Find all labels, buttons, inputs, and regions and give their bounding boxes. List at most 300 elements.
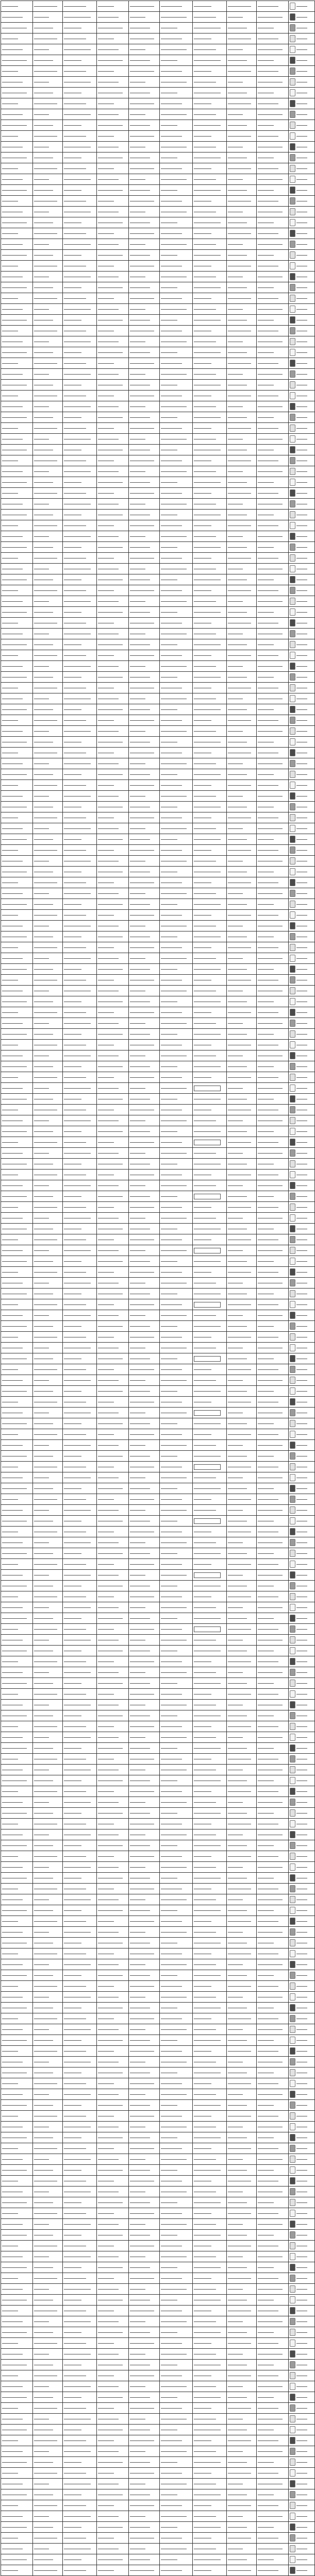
- table-cell[interactable]: [33, 564, 63, 574]
- table-cell[interactable]: [193, 1516, 227, 1527]
- table-cell[interactable]: [129, 1948, 160, 1959]
- table-cell[interactable]: [97, 1494, 129, 1505]
- table-cell[interactable]: [257, 2349, 289, 2360]
- table-cell[interactable]: [63, 1148, 97, 1159]
- table-cell[interactable]: [160, 2057, 193, 2067]
- table-cell[interactable]: [33, 2067, 63, 2078]
- table-cell[interactable]: [289, 1, 315, 12]
- table-cell[interactable]: [33, 1710, 63, 1721]
- table-cell[interactable]: [1, 391, 33, 401]
- table-cell[interactable]: [257, 1829, 289, 1840]
- table-cell[interactable]: [129, 207, 160, 217]
- table-row[interactable]: [1, 975, 315, 986]
- table-cell[interactable]: [193, 152, 227, 163]
- table-cell[interactable]: [63, 1050, 97, 1061]
- table-row[interactable]: [1, 1029, 315, 1040]
- table-row[interactable]: [1, 293, 315, 304]
- table-cell[interactable]: [129, 1765, 160, 1775]
- table-cell[interactable]: [1, 2251, 33, 2262]
- table-cell[interactable]: [63, 120, 97, 131]
- table-cell[interactable]: [257, 910, 289, 921]
- table-cell[interactable]: [193, 1970, 227, 1981]
- table-cell[interactable]: [227, 272, 257, 282]
- table-cell[interactable]: [160, 2176, 193, 2187]
- table-cell[interactable]: [129, 131, 160, 142]
- table-cell[interactable]: [97, 1105, 129, 1115]
- table-cell[interactable]: [227, 1548, 257, 1559]
- table-cell[interactable]: [33, 1959, 63, 1970]
- table-cell[interactable]: [129, 2067, 160, 2078]
- table-cell[interactable]: [63, 1862, 97, 1873]
- table-cell[interactable]: [63, 1159, 97, 1170]
- table-cell[interactable]: [33, 1299, 63, 1310]
- table-row[interactable]: [1, 877, 315, 888]
- table-cell[interactable]: [289, 2143, 315, 2154]
- table-cell[interactable]: [63, 1418, 97, 1429]
- table-cell[interactable]: [227, 639, 257, 650]
- table-cell[interactable]: [97, 1851, 129, 1862]
- table-cell[interactable]: [63, 2316, 97, 2327]
- table-row[interactable]: [1, 1754, 315, 1765]
- table-cell[interactable]: [129, 261, 160, 272]
- table-cell[interactable]: [160, 1278, 193, 1289]
- table-cell[interactable]: [227, 899, 257, 910]
- table-cell[interactable]: [1, 23, 33, 33]
- table-cell[interactable]: [160, 1591, 193, 1602]
- table-cell[interactable]: [160, 1148, 193, 1159]
- table-cell[interactable]: [257, 1938, 289, 1948]
- table-cell[interactable]: [257, 250, 289, 261]
- table-cell[interactable]: [160, 401, 193, 412]
- table-cell[interactable]: [97, 867, 129, 877]
- table-cell[interactable]: [227, 250, 257, 261]
- table-cell[interactable]: [289, 1981, 315, 1992]
- table-cell[interactable]: [1, 1310, 33, 1321]
- table-cell[interactable]: [33, 2273, 63, 2284]
- table-cell[interactable]: [1, 942, 33, 953]
- table-cell[interactable]: [33, 975, 63, 986]
- table-cell[interactable]: [160, 142, 193, 152]
- table-cell[interactable]: [63, 1700, 97, 1710]
- table-cell[interactable]: [289, 2381, 315, 2392]
- table-cell[interactable]: [289, 120, 315, 131]
- table-cell[interactable]: [160, 1494, 193, 1505]
- table-cell[interactable]: [129, 737, 160, 748]
- table-cell[interactable]: [1, 1375, 33, 1386]
- table-cell[interactable]: [227, 1137, 257, 1148]
- table-cell[interactable]: [160, 217, 193, 228]
- table-cell[interactable]: [227, 2262, 257, 2273]
- table-cell[interactable]: [160, 1137, 193, 1148]
- table-cell[interactable]: [1, 2241, 33, 2251]
- table-cell[interactable]: [160, 293, 193, 304]
- table-cell[interactable]: [289, 1635, 315, 1646]
- table-cell[interactable]: [227, 996, 257, 1007]
- table-row[interactable]: [1, 1429, 315, 1440]
- table-cell[interactable]: [63, 2446, 97, 2457]
- table-row[interactable]: [1, 1689, 315, 1700]
- table-cell[interactable]: [97, 1234, 129, 1245]
- table-cell[interactable]: [160, 1905, 193, 1916]
- table-cell[interactable]: [257, 2306, 289, 2316]
- cell-input[interactable]: [194, 1140, 221, 1145]
- table-cell[interactable]: [33, 2100, 63, 2111]
- table-cell[interactable]: [257, 856, 289, 867]
- table-cell[interactable]: [1, 1343, 33, 1353]
- table-cell[interactable]: [257, 1505, 289, 1516]
- table-cell[interactable]: [227, 2446, 257, 2457]
- table-cell[interactable]: [1, 2143, 33, 2154]
- table-cell[interactable]: [289, 1440, 315, 1451]
- table-cell[interactable]: [289, 1505, 315, 1516]
- table-cell[interactable]: [193, 845, 227, 856]
- table-cell[interactable]: [63, 1429, 97, 1440]
- table-cell[interactable]: [33, 120, 63, 131]
- table-cell[interactable]: [227, 1494, 257, 1505]
- table-cell[interactable]: [289, 574, 315, 585]
- table-cell[interactable]: [289, 2122, 315, 2132]
- table-cell[interactable]: [33, 2132, 63, 2143]
- table-cell[interactable]: [193, 33, 227, 44]
- table-cell[interactable]: [289, 2284, 315, 2295]
- table-row[interactable]: [1, 1970, 315, 1981]
- table-cell[interactable]: [227, 2251, 257, 2262]
- table-cell[interactable]: [33, 1072, 63, 1083]
- table-cell[interactable]: [1, 261, 33, 272]
- table-cell[interactable]: [33, 2197, 63, 2208]
- table-cell[interactable]: [33, 791, 63, 802]
- table-cell[interactable]: [63, 1440, 97, 1451]
- table-cell[interactable]: [227, 888, 257, 899]
- table-cell[interactable]: [193, 2251, 227, 2262]
- table-cell[interactable]: [1, 715, 33, 726]
- table-cell[interactable]: [97, 1, 129, 12]
- table-cell[interactable]: [227, 834, 257, 845]
- table-cell[interactable]: [257, 1721, 289, 1732]
- table-cell[interactable]: [193, 1743, 227, 1754]
- table-row[interactable]: [1, 131, 315, 142]
- table-cell[interactable]: [160, 1992, 193, 2003]
- table-cell[interactable]: [63, 131, 97, 142]
- table-row[interactable]: [1, 2046, 315, 2057]
- table-cell[interactable]: [227, 98, 257, 109]
- table-cell[interactable]: [193, 1040, 227, 1050]
- table-cell[interactable]: [129, 942, 160, 953]
- table-cell[interactable]: [160, 1245, 193, 1256]
- table-cell[interactable]: [289, 650, 315, 661]
- table-cell[interactable]: [193, 2003, 227, 2013]
- table-cell[interactable]: [129, 44, 160, 55]
- table-cell[interactable]: [160, 953, 193, 964]
- table-cell[interactable]: [97, 531, 129, 542]
- table-cell[interactable]: [227, 391, 257, 401]
- table-cell[interactable]: [1, 1364, 33, 1375]
- table-cell[interactable]: [160, 499, 193, 510]
- table-cell[interactable]: [160, 250, 193, 261]
- table-row[interactable]: [1, 142, 315, 152]
- table-cell[interactable]: [289, 2046, 315, 2057]
- table-cell[interactable]: [33, 1624, 63, 1635]
- table-cell[interactable]: [160, 715, 193, 726]
- table-cell[interactable]: [227, 672, 257, 683]
- table-cell[interactable]: [97, 2165, 129, 2176]
- table-cell[interactable]: [257, 336, 289, 347]
- table-cell[interactable]: [63, 2403, 97, 2414]
- table-cell[interactable]: [227, 2219, 257, 2230]
- table-cell[interactable]: [63, 1667, 97, 1678]
- table-cell[interactable]: [289, 2132, 315, 2143]
- table-cell[interactable]: [97, 1408, 129, 1418]
- table-row[interactable]: [1, 1224, 315, 1234]
- table-cell[interactable]: [33, 1159, 63, 1170]
- table-cell[interactable]: [289, 1191, 315, 1202]
- table-cell[interactable]: [129, 921, 160, 931]
- table-cell[interactable]: [257, 2241, 289, 2251]
- table-cell[interactable]: [63, 596, 97, 607]
- table-cell[interactable]: [160, 510, 193, 520]
- table-row[interactable]: [1, 1408, 315, 1418]
- table-cell[interactable]: [97, 899, 129, 910]
- table-cell[interactable]: [193, 531, 227, 542]
- table-cell[interactable]: [1, 585, 33, 596]
- table-cell[interactable]: [97, 2414, 129, 2425]
- table-cell[interactable]: [1, 228, 33, 239]
- table-cell[interactable]: [63, 1635, 97, 1646]
- table-cell[interactable]: [97, 1007, 129, 1018]
- table-row[interactable]: [1, 499, 315, 510]
- table-cell[interactable]: [129, 1516, 160, 1527]
- table-cell[interactable]: [257, 1559, 289, 1570]
- table-row[interactable]: [1, 2251, 315, 2262]
- table-cell[interactable]: [227, 964, 257, 975]
- table-cell[interactable]: [129, 975, 160, 986]
- table-cell[interactable]: [33, 1343, 63, 1353]
- table-cell[interactable]: [257, 1061, 289, 1072]
- table-cell[interactable]: [63, 1819, 97, 1829]
- table-cell[interactable]: [129, 2111, 160, 2122]
- table-cell[interactable]: [257, 1819, 289, 1829]
- table-row[interactable]: [1, 174, 315, 185]
- table-cell[interactable]: [63, 1754, 97, 1765]
- table-cell[interactable]: [1, 2219, 33, 2230]
- table-cell[interactable]: [160, 152, 193, 163]
- table-cell[interactable]: [160, 2197, 193, 2208]
- table-cell[interactable]: [1, 1191, 33, 1202]
- table-cell[interactable]: [33, 1591, 63, 1602]
- table-cell[interactable]: [63, 715, 97, 726]
- table-cell[interactable]: [33, 931, 63, 942]
- table-cell[interactable]: [33, 1537, 63, 1548]
- table-cell[interactable]: [193, 1938, 227, 1948]
- table-row[interactable]: [1, 1256, 315, 1267]
- table-cell[interactable]: [289, 2024, 315, 2035]
- table-cell[interactable]: [1, 1667, 33, 1678]
- table-cell[interactable]: [129, 88, 160, 98]
- table-cell[interactable]: [227, 1948, 257, 1959]
- table-cell[interactable]: [33, 2370, 63, 2381]
- table-cell[interactable]: [63, 780, 97, 791]
- table-cell[interactable]: [1, 607, 33, 618]
- table-cell[interactable]: [1, 1765, 33, 1775]
- table-row[interactable]: [1, 66, 315, 77]
- table-cell[interactable]: [289, 12, 315, 23]
- table-row[interactable]: [1, 2370, 315, 2381]
- table-row[interactable]: [1, 1397, 315, 1408]
- table-cell[interactable]: [1, 748, 33, 758]
- table-row[interactable]: [1, 1710, 315, 1721]
- table-cell[interactable]: [160, 304, 193, 315]
- table-cell[interactable]: [193, 1602, 227, 1613]
- table-cell[interactable]: [193, 1213, 227, 1224]
- table-cell[interactable]: [227, 867, 257, 877]
- table-cell[interactable]: [257, 650, 289, 661]
- table-cell[interactable]: [160, 2219, 193, 2230]
- table-cell[interactable]: [227, 2327, 257, 2338]
- table-cell[interactable]: [129, 1959, 160, 1970]
- table-row[interactable]: [1, 748, 315, 758]
- table-cell[interactable]: [63, 1072, 97, 1083]
- table-cell[interactable]: [193, 44, 227, 55]
- table-cell[interactable]: [97, 261, 129, 272]
- table-cell[interactable]: [1, 466, 33, 477]
- table-cell[interactable]: [129, 2360, 160, 2370]
- table-cell[interactable]: [129, 1700, 160, 1710]
- table-cell[interactable]: [160, 585, 193, 596]
- table-cell[interactable]: [193, 2327, 227, 2338]
- table-cell[interactable]: [257, 1267, 289, 1278]
- table-cell[interactable]: [1, 2197, 33, 2208]
- table-cell[interactable]: [1, 1180, 33, 1191]
- table-cell[interactable]: [160, 1981, 193, 1992]
- table-cell[interactable]: [1, 131, 33, 142]
- table-cell[interactable]: [289, 1743, 315, 1754]
- table-cell[interactable]: [160, 2316, 193, 2327]
- table-cell[interactable]: [63, 2284, 97, 2295]
- table-cell[interactable]: [289, 1732, 315, 1743]
- table-cell[interactable]: [129, 704, 160, 715]
- table-cell[interactable]: [193, 391, 227, 401]
- table-row[interactable]: [1, 347, 315, 358]
- table-cell[interactable]: [63, 2251, 97, 2262]
- table-row[interactable]: [1, 239, 315, 250]
- table-cell[interactable]: [257, 2187, 289, 2197]
- table-cell[interactable]: [227, 1397, 257, 1408]
- table-cell[interactable]: [129, 899, 160, 910]
- table-cell[interactable]: [289, 2349, 315, 2360]
- table-cell[interactable]: [97, 2003, 129, 2013]
- table-cell[interactable]: [227, 2035, 257, 2046]
- table-cell[interactable]: [257, 2067, 289, 2078]
- table-cell[interactable]: [129, 1624, 160, 1635]
- table-cell[interactable]: [227, 2067, 257, 2078]
- table-cell[interactable]: [33, 877, 63, 888]
- table-cell[interactable]: [257, 44, 289, 55]
- table-cell[interactable]: [257, 315, 289, 326]
- table-cell[interactable]: [193, 564, 227, 574]
- table-cell[interactable]: [33, 1148, 63, 1159]
- table-cell[interactable]: [129, 2349, 160, 2360]
- table-cell[interactable]: [129, 1386, 160, 1397]
- table-cell[interactable]: [193, 2165, 227, 2176]
- table-cell[interactable]: [97, 1191, 129, 1202]
- table-cell[interactable]: [289, 1581, 315, 1591]
- table-cell[interactable]: [1, 2273, 33, 2284]
- table-cell[interactable]: [227, 877, 257, 888]
- table-cell[interactable]: [193, 1170, 227, 1180]
- table-cell[interactable]: [257, 1256, 289, 1267]
- table-cell[interactable]: [33, 1700, 63, 1710]
- table-cell[interactable]: [1, 1061, 33, 1072]
- table-cell[interactable]: [227, 975, 257, 986]
- table-cell[interactable]: [160, 1884, 193, 1894]
- table-cell[interactable]: [289, 1083, 315, 1094]
- table-cell[interactable]: [97, 423, 129, 434]
- table-cell[interactable]: [97, 1948, 129, 1959]
- table-row[interactable]: [1, 55, 315, 66]
- table-cell[interactable]: [160, 2208, 193, 2219]
- table-cell[interactable]: [97, 1537, 129, 1548]
- table-cell[interactable]: [289, 618, 315, 629]
- table-cell[interactable]: [160, 2241, 193, 2251]
- table-cell[interactable]: [227, 380, 257, 391]
- table-cell[interactable]: [227, 358, 257, 369]
- table-cell[interactable]: [97, 336, 129, 347]
- table-cell[interactable]: [289, 748, 315, 758]
- table-cell[interactable]: [97, 455, 129, 466]
- table-cell[interactable]: [257, 1613, 289, 1624]
- table-cell[interactable]: [289, 1938, 315, 1948]
- table-cell[interactable]: [63, 488, 97, 499]
- table-cell[interactable]: [257, 1386, 289, 1397]
- table-cell[interactable]: [160, 531, 193, 542]
- table-cell[interactable]: [97, 1386, 129, 1397]
- table-cell[interactable]: [97, 1667, 129, 1678]
- table-cell[interactable]: [129, 1613, 160, 1624]
- table-cell[interactable]: [193, 445, 227, 455]
- table-cell[interactable]: [227, 1829, 257, 1840]
- table-cell[interactable]: [33, 1224, 63, 1234]
- table-cell[interactable]: [1, 553, 33, 564]
- table-cell[interactable]: [33, 996, 63, 1007]
- table-cell[interactable]: [33, 1061, 63, 1072]
- table-cell[interactable]: [289, 98, 315, 109]
- table-cell[interactable]: [63, 1689, 97, 1700]
- table-cell[interactable]: [97, 1981, 129, 1992]
- table-cell[interactable]: [289, 845, 315, 856]
- table-cell[interactable]: [63, 1397, 97, 1408]
- table-cell[interactable]: [289, 1310, 315, 1321]
- table-cell[interactable]: [1, 1050, 33, 1061]
- table-cell[interactable]: [97, 2230, 129, 2241]
- table-cell[interactable]: [227, 1299, 257, 1310]
- table-cell[interactable]: [97, 1299, 129, 1310]
- table-cell[interactable]: [289, 77, 315, 88]
- table-row[interactable]: [1, 152, 315, 163]
- table-cell[interactable]: [33, 802, 63, 812]
- table-cell[interactable]: [227, 2046, 257, 2057]
- table-cell[interactable]: [97, 2327, 129, 2338]
- table-cell[interactable]: [257, 618, 289, 629]
- table-cell[interactable]: [1, 1040, 33, 1050]
- table-cell[interactable]: [1, 2360, 33, 2370]
- table-cell[interactable]: [63, 1548, 97, 1559]
- table-cell[interactable]: [160, 1170, 193, 1180]
- table-cell[interactable]: [289, 921, 315, 931]
- table-cell[interactable]: [257, 1808, 289, 1819]
- table-cell[interactable]: [1, 488, 33, 499]
- table-cell[interactable]: [160, 1094, 193, 1105]
- table-cell[interactable]: [33, 1754, 63, 1765]
